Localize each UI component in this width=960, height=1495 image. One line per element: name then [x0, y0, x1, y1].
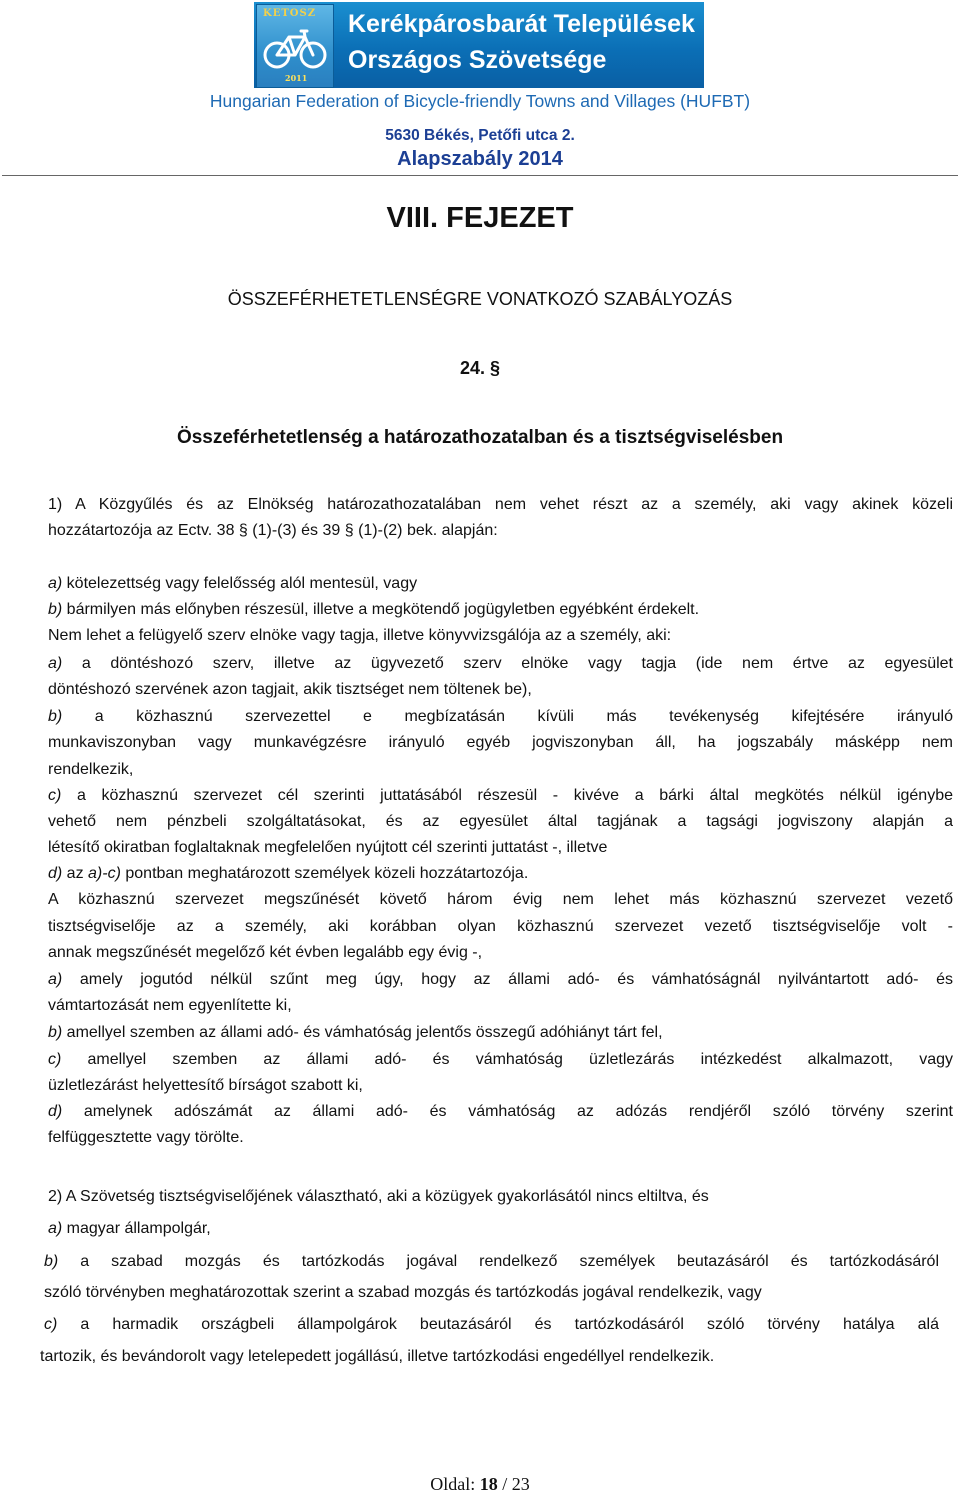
document-title: Alapszabály 2014: [397, 148, 563, 170]
total-pages: 23: [511, 1474, 530, 1494]
former-item-a-line1: [48, 967, 953, 993]
former-item-d-line1: [48, 1099, 953, 1125]
supervisory-intro: Nem lehet a felügyelő szerv elnöke vagy tagja, illetve könyvvizsgálója az a személy, aki:: [48, 627, 672, 644]
page-number-footer: [0, 1474, 960, 1495]
former-item-d-line2: felfüggesztette vagy törölte.: [48, 1129, 244, 1146]
logo-emblem-top-text: KETOSZ: [263, 8, 316, 19]
item-text: az: [62, 865, 89, 882]
item-label: b): [48, 601, 63, 618]
federation-logo: [254, 2, 704, 88]
item-label: a): [48, 971, 63, 988]
former-officer-line3: annak megszűnését megelőző két évben legalább egy évig -,: [48, 944, 483, 961]
logo-emblem-year: 2011: [285, 73, 308, 83]
item-text: magyar állampolgár,: [62, 1220, 211, 1237]
page-label: Oldal:: [430, 1474, 476, 1494]
subtitle-heading: Összeférhetetlenség a határozathozatalban és a tisztségviselésben: [176, 427, 784, 448]
clause2-item-c-line1: [44, 1312, 939, 1338]
chapter-heading: VIII. FEJEZET: [386, 202, 574, 234]
clause1-item-b: [48, 597, 699, 623]
logo-emblem: [256, 4, 334, 88]
item-text: a közhasznú szervezettel e megbízatásán kívüli más tevékenység kifejtésére irányuló: [62, 708, 953, 725]
supervisory-item-a-line2: döntéshozó szervének azon tagjait, akik tisztséget nem töltenek be),: [48, 681, 532, 698]
paragraph-number: 24. §: [459, 358, 501, 378]
header-divider: [2, 175, 958, 176]
bicycle-icon: [261, 23, 329, 73]
item-text: a harmadik országbeli állampolgárok beutazásáról és tartózkodásáról szóló törvény hatálya alá: [57, 1316, 939, 1333]
org-english-name: Hungarian Federation of Bicycle-friendly Towns and Villages (HUFBT): [209, 91, 751, 111]
supervisory-item-b-line1: [48, 704, 953, 730]
item-label: c): [44, 1316, 58, 1333]
item-label: b): [48, 708, 63, 725]
clause1-intro-line2: hozzátartozója az Ectv. 38 § (1)-(3) és 39 § (1)-(2) bek. alapján:: [48, 522, 498, 539]
supervisory-item-b-line2: munkaviszonyban vagy munkavégzésre irányuló egyéb jogviszonyban áll, ha jogszabály másképp nem: [48, 734, 953, 751]
item-label: a): [48, 655, 63, 672]
item-label: b): [44, 1253, 59, 1270]
item-text: bármilyen más előnyben részesül, illetve a megkötendő jogügyletben egyébként érdekelt.: [62, 601, 700, 618]
clause2-item-c-line2: tartozik, és bevándorolt vagy letelepedett jogállású, illetve tartózkodási engedéllyel rendelkezik.: [40, 1348, 715, 1365]
supervisory-item-c-line3: létesítő okiratban foglaltaknak megfelelően nyújtott cél szerinti juttatást -, illetve: [48, 839, 608, 856]
former-officer-line1: A közhasznú szervezet megszűnését követő három évig nem lehet más közhasznú szervezet vezető: [48, 891, 953, 908]
item-text: a döntéshozó szerv, illetve az ügyvezető szerv elnöke vagy tagja (ide nem értve az egyesület: [62, 655, 953, 672]
clause1-item-a: [48, 571, 417, 597]
item-text: amely jogutód nélkül szűnt meg úgy, hogy az állami adó- és vámhatóságnál nyilvántartott adó- és: [62, 971, 953, 988]
former-officer-line2: tisztségviselője az a személy, aki korábban olyan közhasznú szervezet vezető tisztségviselője volt -: [48, 918, 953, 935]
item-label: a): [48, 575, 63, 592]
item-label: b): [48, 1024, 63, 1041]
page-separator: /: [497, 1474, 512, 1494]
item-text: amellyel szemben az állami adó- és vámhatóság üzletlezárás intézkedést alkalmazott, vagy: [61, 1051, 953, 1068]
item-label: a): [48, 1220, 63, 1237]
clause2-intro: 2) A Szövetség tisztségviselőjének választható, aki a közügyek gyakorlásától nincs eltiltva, és: [48, 1188, 709, 1205]
clause2-item-b-line2: szóló törvényben meghatározottak szerint a szabad mozgás és tartózkodás jogával rendelkezik, vagy: [44, 1284, 762, 1301]
item-text: amellyel szemben az állami adó- és vámhatóság jelentős összegű adóhiányt tárt fel,: [62, 1024, 663, 1041]
item-text: amelynek adószámát az állami adó- és vámhatóság az adózás rendjéről szóló törvény szerint: [62, 1103, 953, 1120]
former-item-c-line1: [48, 1047, 953, 1073]
item-label: c): [48, 1051, 62, 1068]
clause2-item-b-line1: [44, 1249, 939, 1275]
former-item-b: [48, 1020, 663, 1046]
item-label: c): [48, 787, 62, 804]
section-heading: ÖSSZEFÉRHETETLENSÉGRE VONATKOZÓ SZABÁLYOZÁS: [227, 289, 733, 309]
logo-title-line2: Országos Szövetsége: [348, 46, 607, 74]
item-reference: a)-c): [88, 865, 121, 882]
supervisory-item-c-line2: vehető nem pénzbeli szolgáltatásokat, és az egyesület által tagjának a tagsági jogviszony alapján a: [48, 813, 953, 830]
supervisory-item-a-line1: [48, 651, 953, 677]
logo-title-line1: Kerékpárosbarát Települések: [348, 10, 695, 38]
former-item-a-line2: vámtartozását nem egyenlítette ki,: [48, 997, 292, 1014]
item-text: pontban meghatározott személyek közeli hozzátartozója.: [120, 865, 529, 882]
item-text: a közhasznú szervezet cél szerinti juttatásából részesül - kivéve a bárki által megkötés nélkül igénybe: [61, 787, 953, 804]
supervisory-item-d: [48, 861, 528, 887]
item-label: d): [48, 865, 63, 882]
item-text: kötelezettség vagy felelősség alól mentesül, vagy: [62, 575, 418, 592]
item-label: d): [48, 1103, 63, 1120]
clause2-item-a: [48, 1216, 211, 1242]
former-item-c-line2: üzletlezárást helyettesítő bírságot szabott ki,: [48, 1077, 363, 1094]
supervisory-item-b-line3: rendelkezik,: [48, 761, 134, 778]
current-page: 18: [479, 1474, 498, 1494]
clause1-intro-line1: 1) A Közgyűlés és az Elnökség határozathozatalában nem vehet részt az a személy, aki vagy akinek közeli: [48, 496, 953, 513]
supervisory-item-c-line1: [48, 783, 953, 809]
org-address: 5630 Békés, Petőfi utca 2.: [385, 127, 575, 144]
item-text: a szabad mozgás és tartózkodás jogával rendelkező személyek beutazásáról és tartózkodásáról: [58, 1253, 939, 1270]
